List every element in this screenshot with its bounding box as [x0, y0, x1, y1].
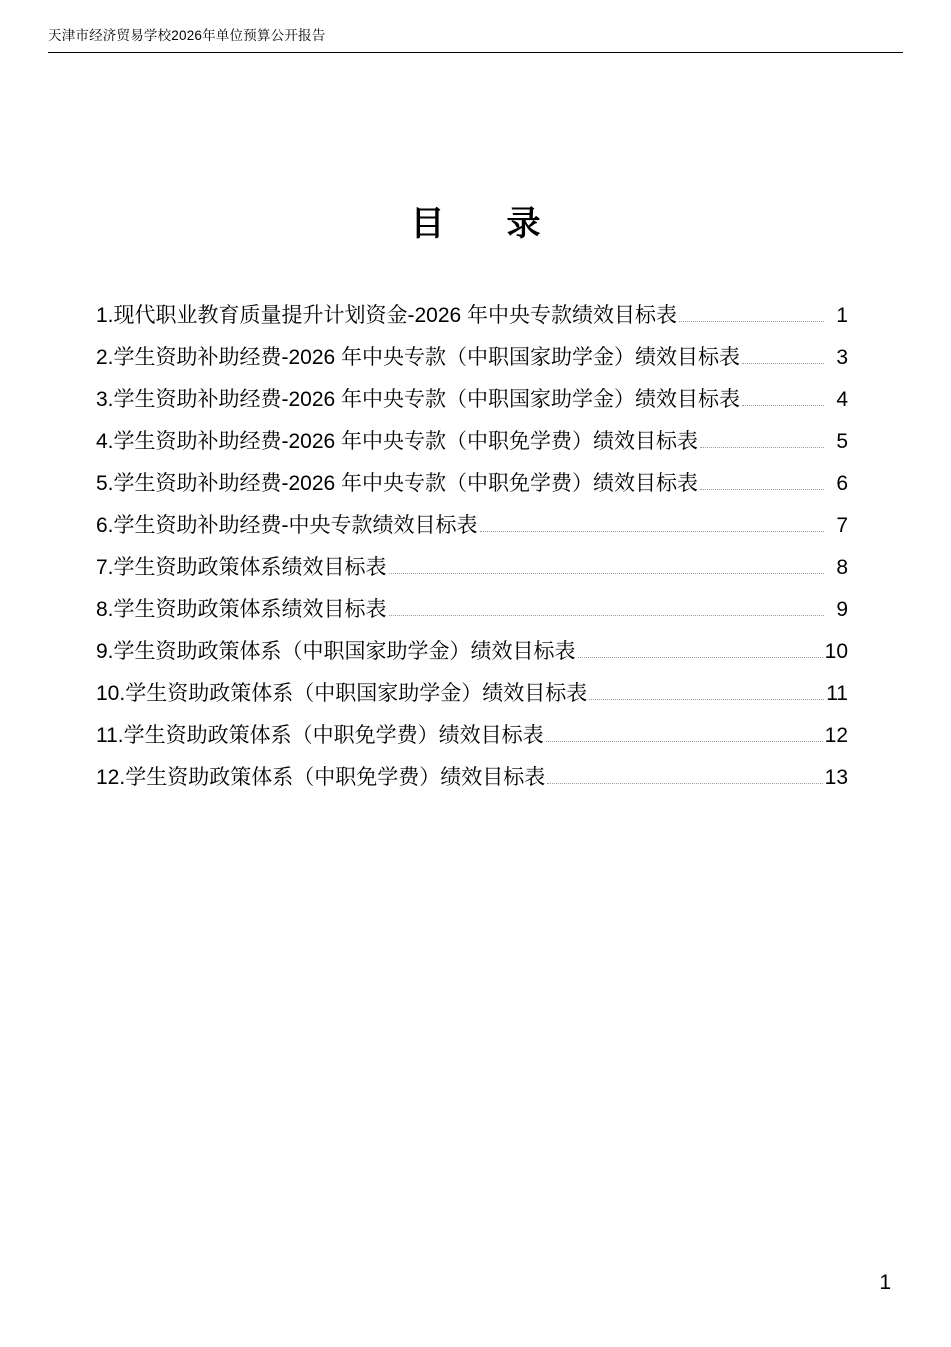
- toc-leader-dots: [589, 698, 824, 700]
- toc-entry[interactable]: [96, 537, 848, 579]
- toc-entry-page: 13: [824, 766, 848, 789]
- toc-entry[interactable]: [96, 747, 848, 789]
- toc-entry-page: 11: [826, 682, 848, 705]
- toc-leader-dots: [679, 320, 824, 322]
- toc-leader-dots: [389, 572, 824, 574]
- toc-leader-dots: [700, 446, 824, 448]
- toc-entry-page: 8: [836, 556, 848, 579]
- toc-entry-page: 9: [836, 598, 848, 621]
- toc-entry-label: 12.学生资助政策体系（中职免学费）绩效目标表: [96, 766, 546, 789]
- toc-leader-dots: [742, 404, 824, 406]
- toc-entry-page: 6: [836, 472, 848, 495]
- footer-page-number: 1: [879, 1271, 891, 1294]
- toc-entry-page: 12: [824, 724, 848, 747]
- toc-leader-dots: [480, 530, 824, 532]
- toc-entry-label: 4.学生资助补助经费-2026 年中央专款（中职免学费）绩效目标表: [96, 430, 699, 453]
- toc-entry-page: 4: [836, 388, 848, 411]
- running-header: 天津市经济贸易学校2026年单位预算公开报告: [48, 28, 326, 43]
- toc-entry-label: 3.学生资助补助经费-2026 年中央专款（中职国家助学金）绩效目标表: [96, 388, 741, 411]
- toc-entry-page: 7: [836, 514, 848, 537]
- toc-entry[interactable]: [96, 663, 848, 705]
- toc-entry-label: 10.学生资助政策体系（中职国家助学金）绩效目标表: [96, 682, 588, 705]
- toc-entry[interactable]: [96, 453, 848, 495]
- toc-entry-page: 5: [836, 430, 848, 453]
- toc-entry[interactable]: [96, 621, 848, 663]
- table-of-contents: [96, 285, 848, 789]
- toc-leader-dots: [547, 782, 822, 784]
- toc-leader-dots: [389, 614, 824, 616]
- toc-entry-label: 1.现代职业教育质量提升计划资金-2026 年中央专款绩效目标表: [96, 304, 678, 327]
- toc-leader-dots: [700, 488, 824, 490]
- toc-entry[interactable]: [96, 579, 848, 621]
- toc-entry-page: 10: [824, 640, 848, 663]
- page-title: 目 录: [410, 205, 555, 243]
- toc-entry[interactable]: [96, 285, 848, 327]
- toc-entry-label: 9.学生资助政策体系（中职国家助学金）绩效目标表: [96, 640, 576, 663]
- toc-entry[interactable]: [96, 327, 848, 369]
- toc-entry-label: 2.学生资助补助经费-2026 年中央专款（中职国家助学金）绩效目标表: [96, 346, 741, 369]
- toc-leader-dots: [578, 656, 823, 658]
- toc-entry-label: 11.学生资助政策体系（中职免学费）绩效目标表: [96, 724, 544, 747]
- toc-entry[interactable]: [96, 369, 848, 411]
- toc-entry-label: 8.学生资助政策体系绩效目标表: [96, 598, 387, 621]
- toc-entry-label: 5.学生资助补助经费-2026 年中央专款（中职免学费）绩效目标表: [96, 472, 699, 495]
- toc-entry-label: 6.学生资助补助经费-中央专款绩效目标表: [96, 514, 478, 537]
- toc-entry-page: 3: [836, 346, 848, 369]
- toc-entry[interactable]: [96, 411, 848, 453]
- header-divider: [48, 52, 903, 53]
- toc-leader-dots: [742, 362, 824, 364]
- toc-entry-page: 1: [836, 304, 848, 327]
- toc-leader-dots: [546, 740, 823, 742]
- toc-entry[interactable]: [96, 495, 848, 537]
- toc-entry[interactable]: [96, 705, 848, 747]
- toc-entry-label: 7.学生资助政策体系绩效目标表: [96, 556, 387, 579]
